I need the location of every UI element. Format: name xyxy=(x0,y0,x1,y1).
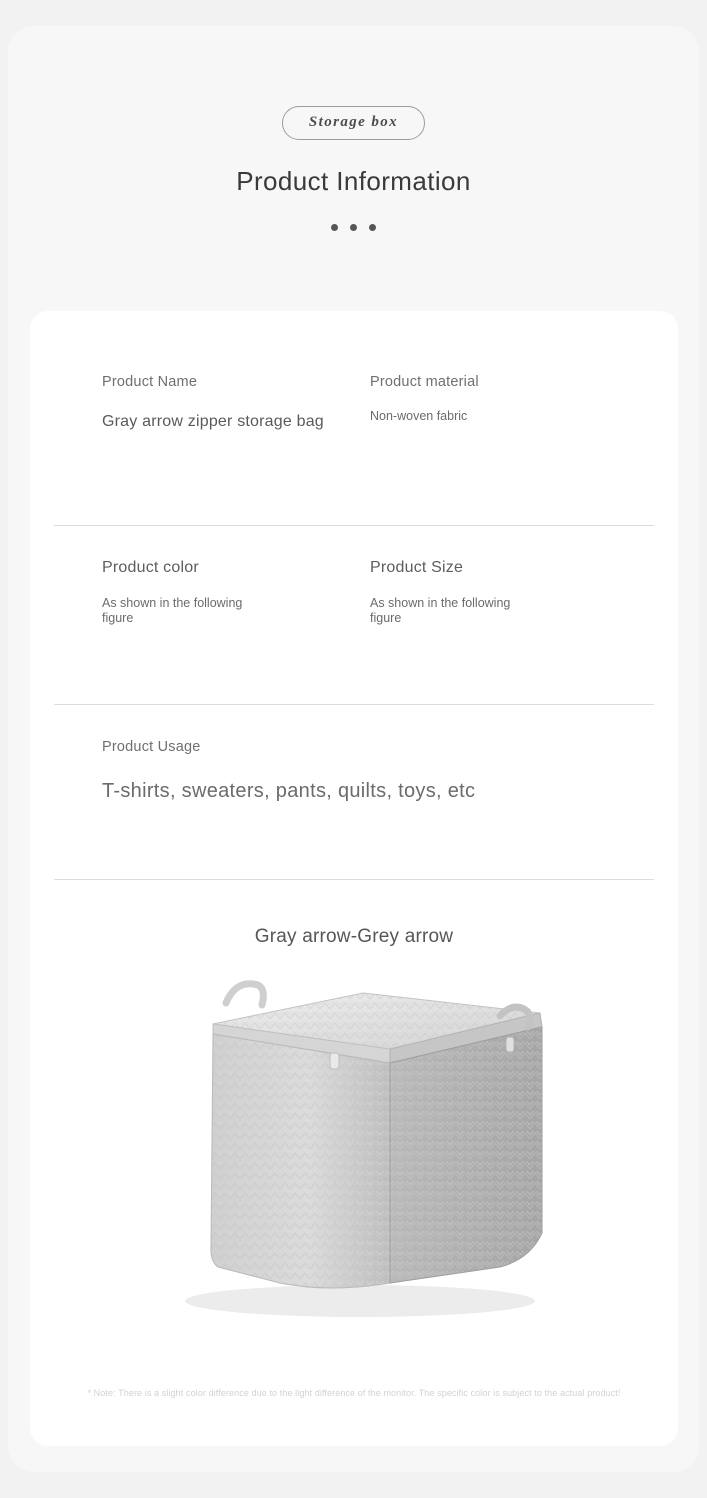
dots-decoration xyxy=(8,224,699,231)
product-usage-label: Product Usage xyxy=(102,739,201,755)
product-usage-value: T-shirts, sweaters, pants, quilts, toys, etc xyxy=(102,780,476,802)
product-size-value: As shown in the following figure xyxy=(370,596,511,625)
product-name-label: Product Name xyxy=(102,374,198,390)
product-size-label: Product Size xyxy=(370,559,464,576)
spec-cell-product-size xyxy=(340,559,650,626)
page-header xyxy=(8,26,699,231)
spec-cell-product-color xyxy=(30,559,340,626)
spec-row-color-size xyxy=(30,559,678,626)
spec-row-name-material xyxy=(30,374,678,431)
storage-box-badge: Storage box xyxy=(282,106,425,140)
spec-card xyxy=(30,311,678,1446)
color-difference-note: * Note: There is a slight color difference due to the light difference of the monitor. The specific color is subject to the actual product! xyxy=(87,1388,621,1398)
spec-row-usage xyxy=(30,739,678,803)
divider xyxy=(54,704,654,705)
dot-icon xyxy=(369,224,376,231)
product-color-label: Product color xyxy=(102,559,199,576)
storage-box-illustration xyxy=(30,971,678,1351)
spec-cell-product-usage xyxy=(30,739,678,803)
product-material-label: Product material xyxy=(370,374,479,390)
page-title: Product Information xyxy=(236,166,471,196)
product-color-value: As shown in the following figure xyxy=(102,596,243,625)
product-name-value: Gray arrow zipper storage bag xyxy=(102,413,324,430)
divider xyxy=(54,879,654,880)
dot-icon xyxy=(350,224,357,231)
gallery-heading: Gray arrow-Grey arrow xyxy=(254,926,454,947)
product-info-panel xyxy=(8,26,699,1472)
product-photo xyxy=(30,971,678,1351)
divider xyxy=(54,525,654,526)
spec-cell-product-material xyxy=(340,374,650,431)
dot-icon xyxy=(331,224,338,231)
spec-cell-product-name xyxy=(30,374,340,431)
product-material-value: Non-woven fabric xyxy=(370,409,468,423)
